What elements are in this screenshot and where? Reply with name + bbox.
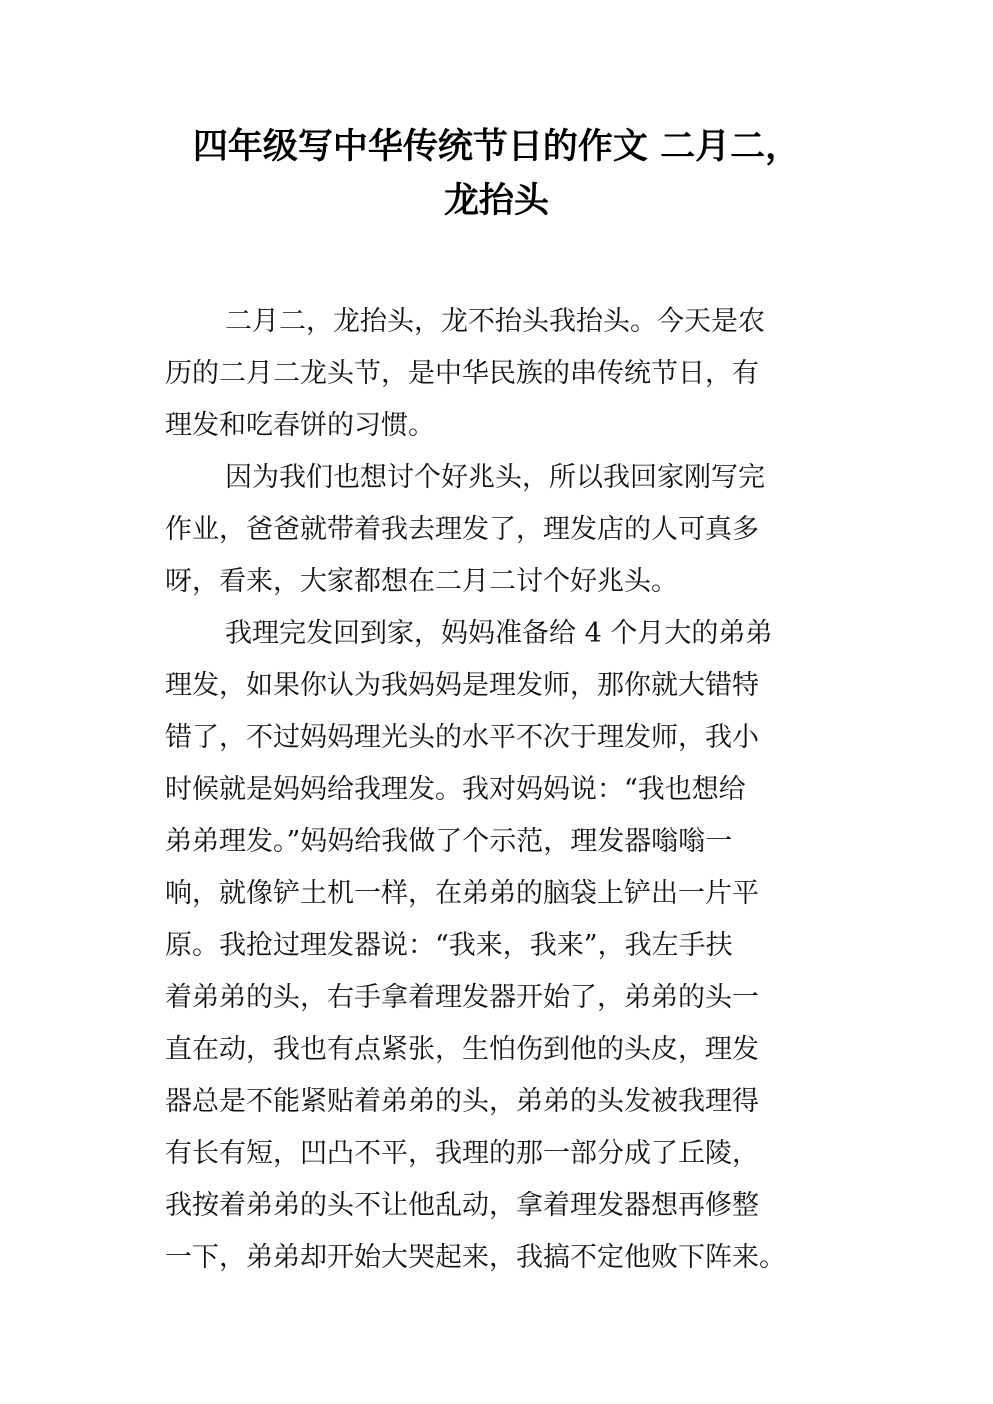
document-title	[0, 120, 993, 228]
paragraph-3-line-12: 我按着弟弟的头不让他乱动，拿着理发器想再修整	[165, 1190, 759, 1221]
paragraph-3-line-7: 原。我抢过理发器说：“我来，我来”，我左手扶	[165, 930, 733, 961]
paragraph-3-line-5: 弟弟理发。”妈妈给我做了个示范，理发器嗡嗡一	[165, 826, 733, 857]
paragraph-3-line-11: 有长有短，凹凸不平，我理的那一部分成了丘陵，	[165, 1138, 759, 1169]
paragraph-3-line-3: 错了，不过妈妈理光头的水平不次于理发师，我小	[165, 722, 759, 753]
paragraph-3-line-9: 直在动，我也有点紧张，生怕伤到他的头皮，理发	[165, 1034, 759, 1065]
paragraph-3-line-1: 我理完发回到家，妈妈准备给 4 个月大的弟弟	[225, 618, 773, 649]
paragraph-2-line-2: 作业，爸爸就带着我去理发了，理发店的人可真多	[165, 514, 759, 545]
paragraph-1-line-3: 理发和吃春饼的习惯。	[165, 410, 435, 441]
paragraph-2-line-3: 呀，看来，大家都想在二月二讨个好兆头。	[165, 566, 678, 597]
paragraph-3-line-4: 时候就是妈妈给我理发。我对妈妈说：“我也想给	[165, 774, 746, 805]
title-line-2: 龙抬头	[443, 181, 549, 221]
title-line-1: 四年级写中华传统节日的作文 二月二，	[192, 127, 801, 167]
paragraph-3-line-8: 着弟弟的头，右手拿着理发器开始了，弟弟的头一	[165, 982, 759, 1013]
paragraph-3-line-2: 理发，如果你认为我妈妈是理发师，那你就大错特	[165, 670, 759, 701]
paragraph-1-line-2: 历的二月二龙头节，是中华民族的串传统节日，有	[165, 358, 759, 389]
paragraph-2-line-1: 因为我们也想讨个好兆头，所以我回家刚写完	[225, 462, 765, 493]
paragraph-3-line-10: 器总是不能紧贴着弟弟的头，弟弟的头发被我理得	[165, 1086, 759, 1117]
paragraph-3-line-6: 响，就像铲土机一样，在弟弟的脑袋上铲出一片平	[165, 878, 759, 909]
paragraph-3-line-13: 一下，弟弟却开始大哭起来，我搞不定他败下阵来。	[165, 1242, 786, 1273]
paragraph-1-line-1: 二月二，龙抬头，龙不抬头我抬头。今天是农	[225, 306, 765, 337]
